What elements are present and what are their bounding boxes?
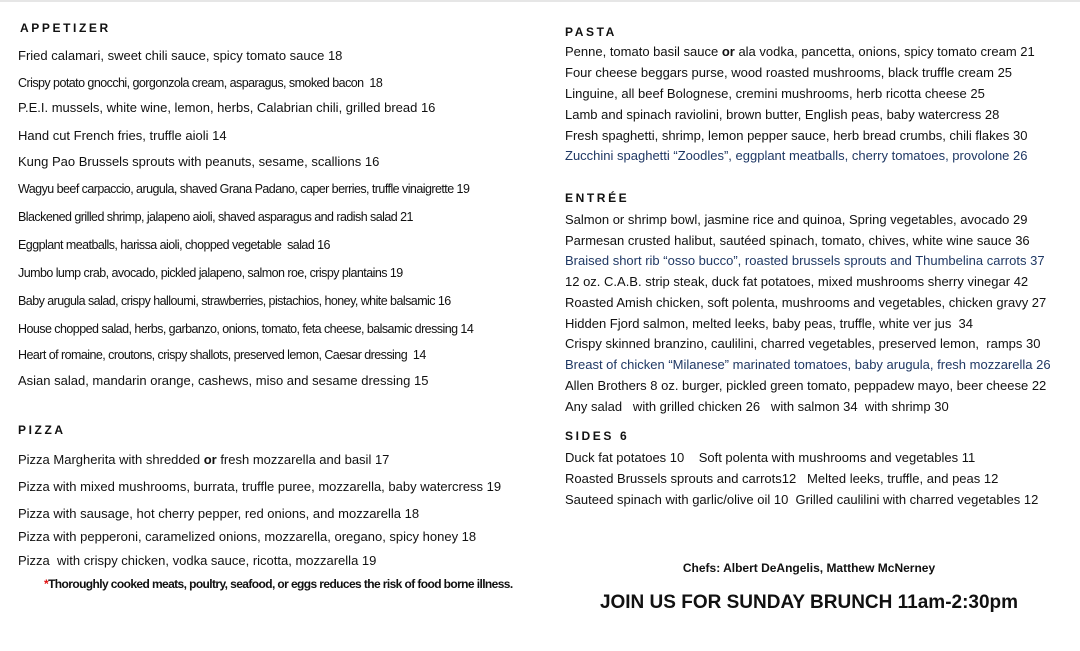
menu-item: Roasted Amish chicken, soft polenta, mushrooms and vegetables, chicken gravy 27 (565, 295, 1047, 310)
sides-heading: SIDES 6 (565, 429, 630, 443)
menu-item: Parmesan crusted halibut, sautéed spinach, tomato, chives, white wine sauce 36 (565, 233, 1030, 248)
menu-item: Hidden Fjord salmon, melted leeks, baby peas, truffle, white ver jus 34 (565, 316, 974, 331)
top-divider (0, 0, 1080, 2)
menu-item: Kung Pao Brussels sprouts with peanuts, sesame, scallions 16 (18, 154, 380, 169)
brunch-announcement: JOIN US FOR SUNDAY BRUNCH 11am-2:30pm (599, 592, 1019, 613)
item-text: ala vodka, pancetta, onions, spicy tomato cream 21 (734, 44, 1035, 59)
pasta-heading: PASTA (565, 25, 617, 39)
menu-item: Pizza with crispy chicken, vodka sauce, ricotta, mozzarella 19 (18, 553, 377, 568)
menu-item: P.E.I. mussels, white wine, lemon, herbs, Calabrian chili, grilled bread 16 (18, 100, 436, 115)
entree-heading: ENTRÉE (565, 191, 630, 205)
item-text-bold: or (203, 452, 217, 467)
item-text-bold: or (721, 44, 735, 59)
menu-item: Zucchini spaghetti “Zoodles”, eggplant meatballs, cherry tomatoes, provolone 26 (565, 148, 1028, 163)
food-safety-note (44, 576, 513, 592)
pizza-heading: PIZZA (18, 423, 66, 437)
menu-item: Hand cut French fries, truffle aioli 14 (18, 128, 227, 143)
menu-item: Allen Brothers 8 oz. burger, pickled green tomato, peppadew mayo, beer cheese 22 (565, 378, 1047, 393)
menu-item: Heart of romaine, croutons, crispy shallots, preserved lemon, Caesar dressing 14 (18, 348, 426, 362)
menu-item: Baby arugula salad, crispy halloumi, strawberries, pistachios, honey, white balsamic 16 (18, 294, 451, 308)
menu-item: Lamb and spinach raviolini, brown butter, English peas, baby watercress 28 (565, 107, 1000, 122)
menu-item: Linguine, all beef Bolognese, cremini mushrooms, herb ricotta cheese 25 (565, 86, 985, 101)
menu-item: Pizza with sausage, hot cherry pepper, red onions, and mozzarella 18 (18, 506, 420, 521)
menu-item (565, 44, 1035, 60)
menu-item: Eggplant meatballs, harissa aioli, chopped vegetable salad 16 (18, 238, 330, 252)
menu-item: House chopped salad, herbs, garbanzo, onions, tomato, feta cheese, balsamic dressing 14 (18, 322, 474, 336)
menu-item: Salmon or shrimp bowl, jasmine rice and quinoa, Spring vegetables, avocado 29 (565, 212, 1028, 227)
menu-item: Duck fat potatoes 10 Soft polenta with mushrooms and vegetables 11 (565, 450, 976, 465)
menu-item (18, 452, 389, 468)
menu-item: Roasted Brussels sprouts and carrots12 Melted leeks, truffle, and peas 12 (565, 471, 999, 486)
menu-item: Any salad with grilled chicken 26 with salmon 34 with shrimp 30 (565, 399, 949, 414)
menu-item: Fried calamari, sweet chili sauce, spicy tomato sauce 18 (18, 48, 343, 63)
menu-item: Four cheese beggars purse, wood roasted mushrooms, black truffle cream 25 (565, 65, 1013, 80)
menu-item: Fresh spaghetti, shrimp, lemon pepper sauce, herb bread crumbs, chili flakes 30 (565, 128, 1028, 143)
item-text: Pizza Margherita with shredded (18, 452, 204, 467)
menu-item: Asian salad, mandarin orange, cashews, miso and sesame dressing 15 (18, 373, 429, 388)
menu-item: Wagyu beef carpaccio, arugula, shaved Grana Padano, caper berries, truffle vinaigrette 19 (18, 182, 470, 196)
menu-item: 12 oz. C.A.B. strip steak, duck fat potatoes, mixed mushrooms sherry vinegar 42 (565, 274, 1029, 289)
menu-item: Blackened grilled shrimp, jalapeno aioli, shaved asparagus and radish salad 21 (18, 210, 413, 224)
menu-item: Pizza with mixed mushrooms, burrata, truffle puree, mozzarella, baby watercress 19 (18, 479, 502, 494)
menu-item: Crispy skinned branzino, caulilini, charred vegetables, preserved lemon, ramps 30 (565, 336, 1041, 351)
menu-item: Crispy potato gnocchi, gorgonzola cream, asparagus, smoked bacon 18 (18, 76, 383, 90)
menu-item: Sauteed spinach with garlic/olive oil 10 Grilled caulilini with charred vegetables 12 (565, 492, 1039, 507)
item-text: Penne, tomato basil sauce (565, 44, 722, 59)
menu-item: Braised short rib “osso bucco”, roasted brussels sprouts and Thumbelina carrots 37 (565, 253, 1045, 268)
asterisk: * (44, 577, 49, 591)
menu-item: Breast of chicken “Milanese” marinated tomatoes, baby arugula, fresh mozzarella 26 (565, 357, 1051, 372)
item-text: fresh mozzarella and basil 17 (216, 452, 390, 467)
menu-item: Jumbo lump crab, avocado, pickled jalapeno, salmon roe, crispy plantains 19 (18, 266, 403, 280)
note-text: Thoroughly cooked meats, poultry, seafood, or eggs reduces the risk of food borne illness. (48, 577, 513, 591)
appetizer-heading: APPETIZER (20, 21, 111, 35)
menu-item: Pizza with pepperoni, caramelized onions, mozzarella, oregano, spicy honey 18 (18, 529, 477, 544)
chefs-credit: Chefs: Albert DeAngelis, Matthew McNerney (682, 561, 936, 575)
